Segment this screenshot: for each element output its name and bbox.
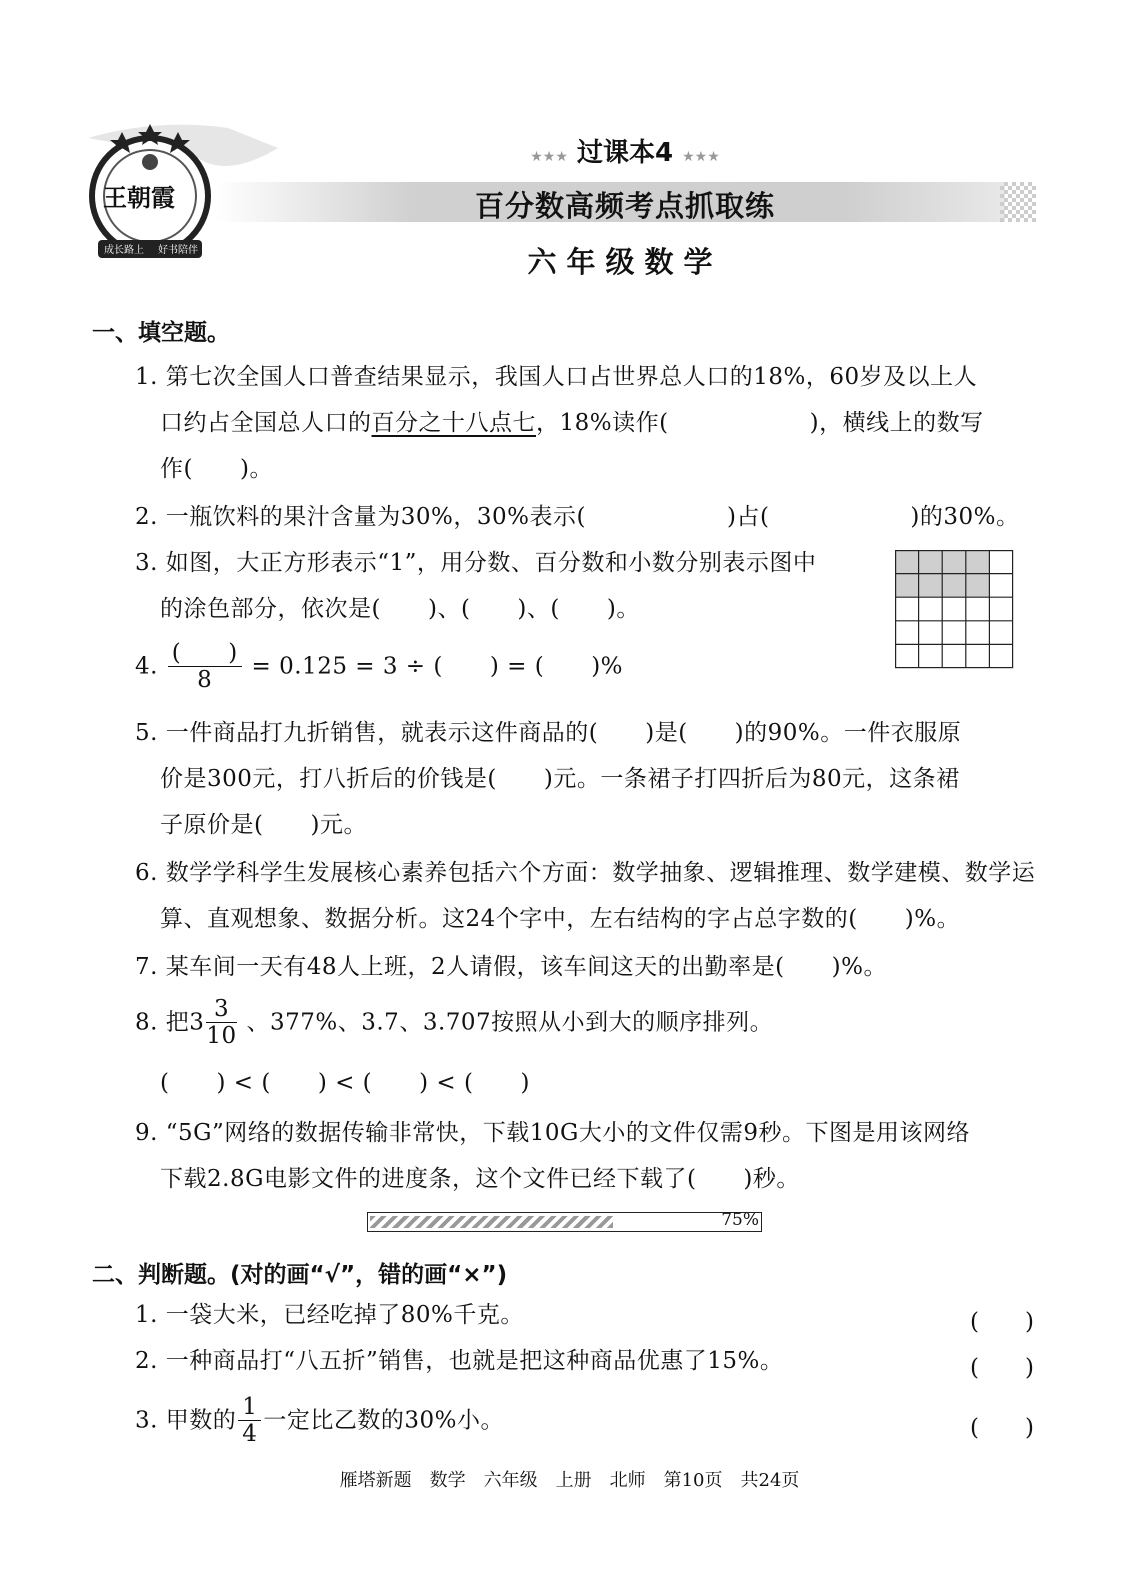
judge-q2-answer[interactable]: ( ) xyxy=(970,1355,1034,1381)
q9-line2: 下载2.8G电影文件的进度条，这个文件已经下载了( )秒。 xyxy=(160,1166,800,1192)
q8-numerator: 3 xyxy=(206,996,236,1023)
judge-q3-denominator: 4 xyxy=(242,1421,258,1447)
q5-line3: 子原价是( )元。 xyxy=(160,812,367,838)
q1-line3: 作( )。 xyxy=(160,456,273,482)
judge-q2: 2. 一种商品打“八五折”销售，也就是把这种商品优惠了15%。 xyxy=(135,1348,784,1374)
judge-q3-fraction xyxy=(238,1394,261,1447)
q8-fraction xyxy=(206,996,236,1049)
q4 xyxy=(135,640,623,693)
header-badge-row xyxy=(500,132,750,169)
stars-right: ★★★ xyxy=(682,149,720,165)
grid-figure xyxy=(895,550,1015,670)
page-title: 百分数高频考点抓取练 xyxy=(474,189,775,223)
q4-fraction xyxy=(168,640,242,693)
q6-line1: 6. 数学学科学生发展核心素养包括六个方面：数学抽象、逻辑推理、数学建模、数学运 xyxy=(135,860,1036,886)
q1-line2b: ，18%读作( )，横线上的数写 xyxy=(536,410,984,436)
page-footer: 雁塔新题 数学 六年级 上册 北师 第10页 共24页 xyxy=(339,1470,800,1491)
q1-line2a: 口约占全国总人口的 xyxy=(160,410,372,436)
section1-heading: 一、填空题。 xyxy=(92,320,230,346)
q9-line1: 9. “5G”网络的数据传输非常快，下载10G大小的文件仅需9秒。下图是用该网络 xyxy=(135,1120,971,1146)
logo-name: 王朝霞 xyxy=(103,183,175,212)
q8-prefix: 8. 把3 xyxy=(135,1009,205,1036)
q8-rest: 、377%、3.7、3.707按照从小到大的顺序排列。 xyxy=(246,1009,774,1036)
q2: 2. 一瓶饮料的果汁含量为30%，30%表示( )占( )的30%。 xyxy=(135,504,1020,530)
progress-fill xyxy=(370,1216,613,1228)
judge-q1: 1. 一袋大米，已经吃掉了80%千克。 xyxy=(135,1302,524,1328)
q4-numerator: ( ) xyxy=(168,640,242,667)
judge-q3-answer[interactable]: ( ) xyxy=(970,1415,1034,1441)
q1-underlined: 百分之十八点七 xyxy=(371,410,536,436)
stars-left: ★★★ xyxy=(530,149,568,165)
q4-rest: = 0.125 = 3 ÷ ( ) = ( )% xyxy=(251,653,624,680)
q8 xyxy=(135,996,773,1049)
q4-prefix: 4. xyxy=(135,653,158,680)
q3-line1: 3. 如图，大正方形表示“1”，用分数、百分数和小数分别表示图中 xyxy=(135,550,817,576)
q7: 7. 某车间一天有48人上班，2人请假，该车间这天的出勤率是( )%。 xyxy=(135,954,887,980)
q1-line2 xyxy=(160,400,984,446)
section2-heading: 二、判断题。(对的画“√”，错的画“×”) xyxy=(92,1262,508,1288)
q8-denominator: 10 xyxy=(206,1023,237,1049)
judge-q3-prefix: 3. 甲数的 xyxy=(135,1407,237,1434)
q4-denominator: 8 xyxy=(197,667,213,693)
q3-line2: 的涂色部分，依次是( )、( )、( )。 xyxy=(160,596,640,622)
q1-line1: 1. 第七次全国人口普查结果显示，我国人口占世界总人口的18%，60岁及以上人 xyxy=(135,364,978,390)
page-subtitle: 六年级数学 xyxy=(527,245,723,279)
q8-order: ( ) < ( ) < ( ) < ( ) xyxy=(160,1070,530,1096)
logo-slogan-right: 好书陪伴 xyxy=(158,245,198,256)
download-progress-bar xyxy=(367,1212,762,1232)
badge-text: 过课本4 xyxy=(576,138,674,168)
judge-q3 xyxy=(135,1394,504,1447)
judge-q3-rest: 一定比乙数的30%小。 xyxy=(263,1407,505,1434)
judge-q1-answer[interactable]: ( ) xyxy=(970,1309,1034,1335)
judge-q3-numerator: 1 xyxy=(238,1394,261,1421)
q5-line1: 5. 一件商品打九折销售，就表示这件商品的( )是( )的90%。一件衣服原 xyxy=(135,720,962,746)
q6-line2: 算、直观想象、数据分析。这24个字中，左右结构的字占总字数的( )%。 xyxy=(160,906,961,932)
q5-line2: 价是300元，打八折后的价钱是( )元。一条裙子打四折后为80元，这条裙 xyxy=(160,766,960,792)
logo-slogan-left: 成长路上 xyxy=(104,245,144,256)
progress-label: 75% xyxy=(721,1210,759,1230)
